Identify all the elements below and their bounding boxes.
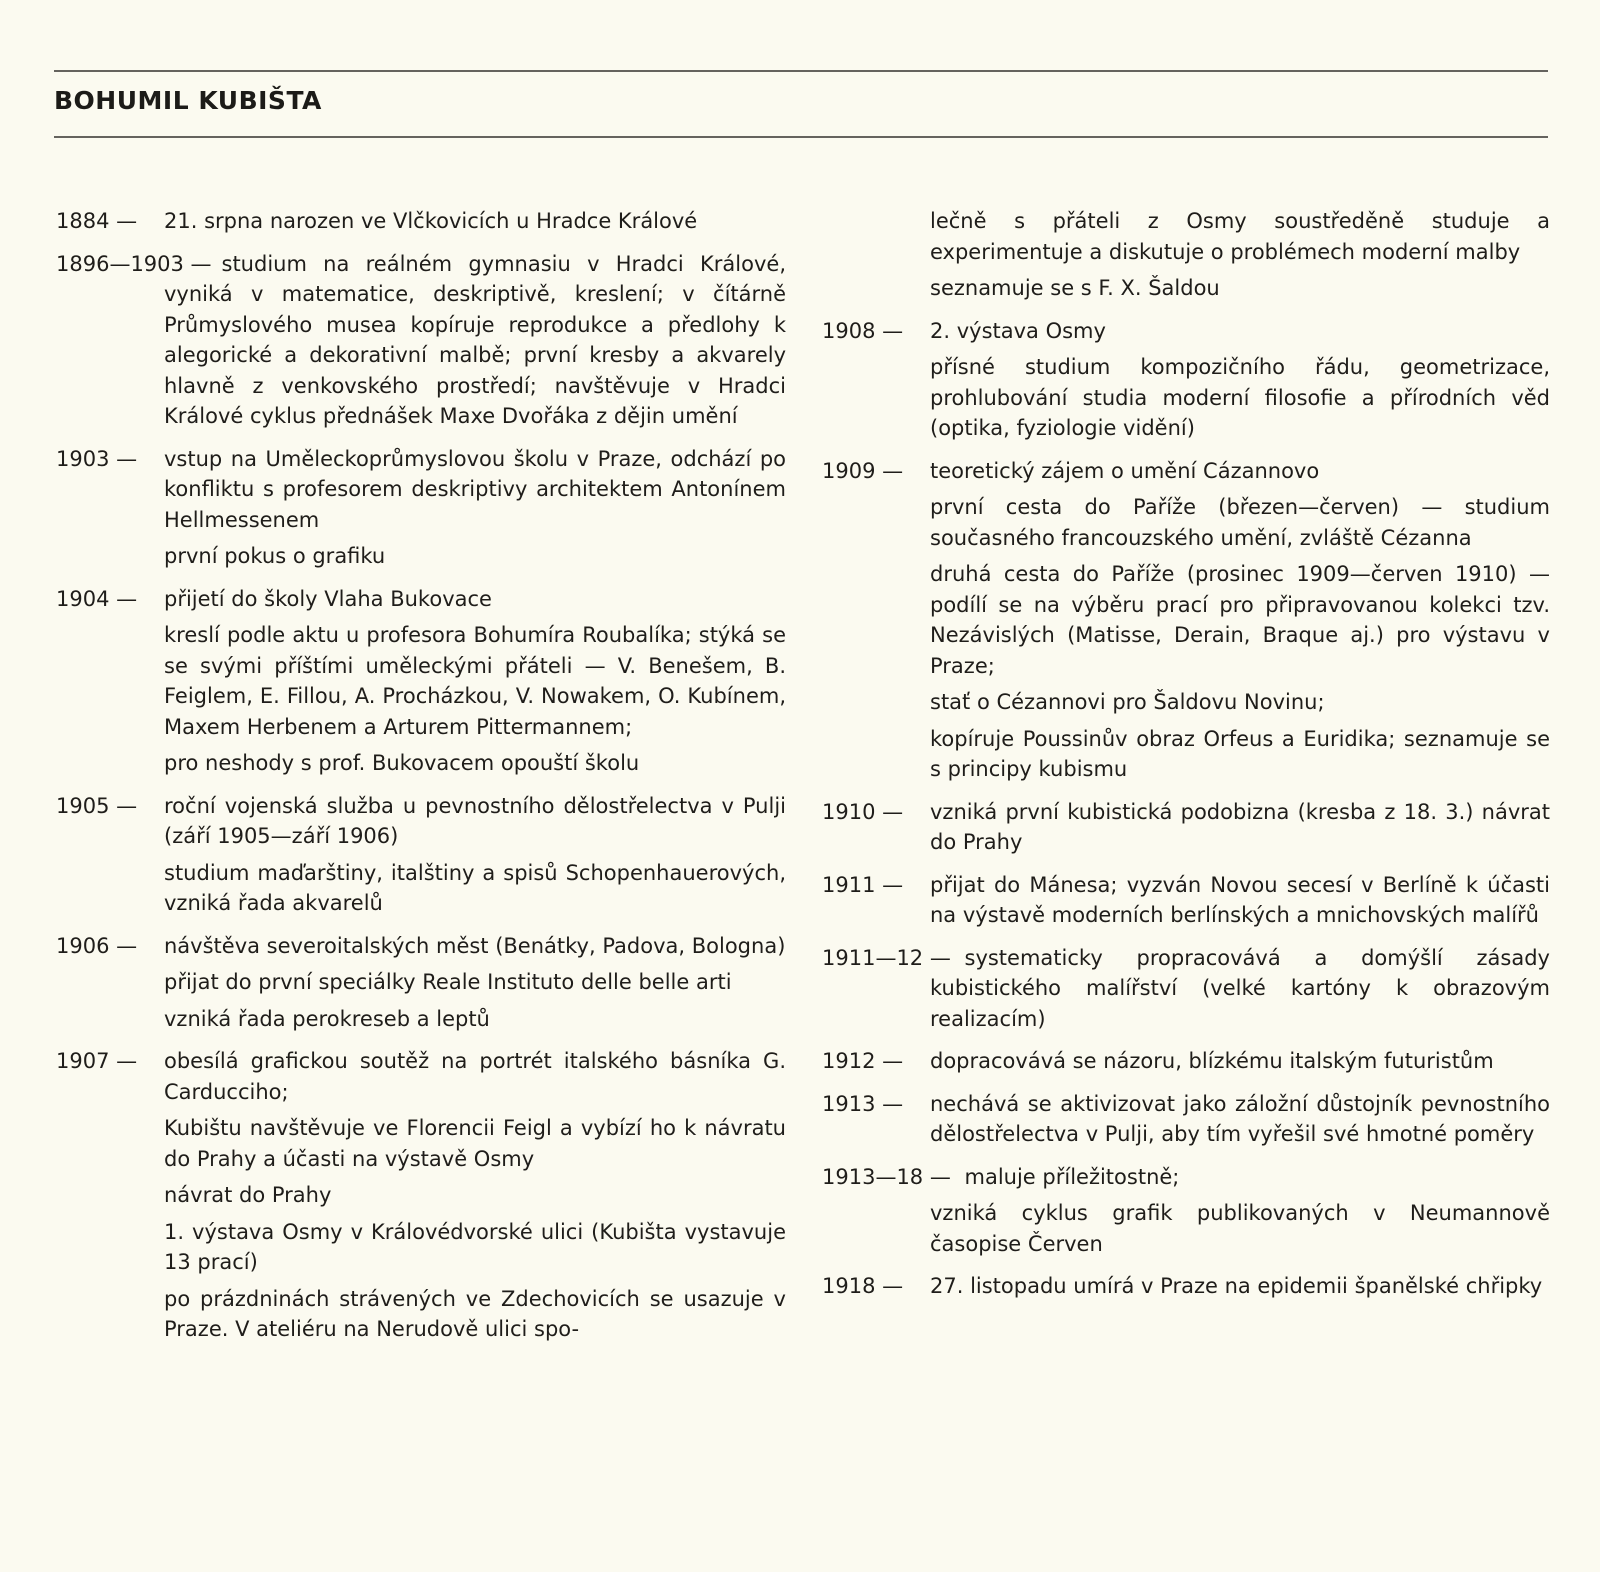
chronology-entry [56,791,786,919]
entry-year: 1884 — [56,209,138,233]
entry-paragraph: lečně s přáteli z Osmy soustředěně studuje a experimentuje a diskutuje o problémech moderní malby [930,209,1550,264]
entry-year: 1911—12 — [822,945,951,970]
entry-paragraph: seznamuje se s F. X. Šaldou [930,276,1220,300]
entry-year: 1918 — [822,1274,904,1298]
entry-paragraph: 21. srpna narozen ve Vlčkovicích u Hradce Králové [164,209,698,233]
chronology-entry [56,444,786,572]
chronology-left-column [56,206,786,1357]
chronology-entry [56,584,786,779]
entry-paragraph: 27. listopadu umírá v Praze na epidemii španělské chřipky [930,1274,1543,1298]
entry-paragraph: studium maďarštiny, italštiny a spisů Schopenhauerových, vzniká řada akvarelů [164,860,786,915]
chronology-entry [822,206,1550,304]
entry-paragraph: vstup na Uměleckoprůmyslovou školu v Praze, odchází po konfliktu s profesorem deskriptivy architektem Antonínem Hellmessenem [164,446,786,532]
entry-year: 1913—18 — [822,1164,951,1189]
entry-paragraph: první pokus o grafiku [164,544,386,568]
entry-paragraph: roční vojenská služba u pevnostního dělostřelectva v Pulji (září 1905—září 1906) [164,793,786,848]
entry-paragraph: po prázdninách strávených ve Zdechovicích se usazuje v Praze. V ateliéru na Nerudově ulici spo- [164,1286,786,1341]
chronology-entry [822,456,1550,785]
chronology-entry [822,316,1550,444]
entry-year: 1905 — [56,793,138,818]
chronology-entry [822,1162,1550,1260]
page-title: BOHUMIL KUBIŠTA [54,86,322,115]
chronology-entry [822,943,1550,1035]
entry-paragraph: teoretický zájem o umění Cázannovo [930,458,1320,483]
entry-paragraph: kreslí podle aktu u profesora Bohumíra Roubalíka; stýká se se svými příštími uměleckými přáteli — V. Benešem, B. Feiglem, E. Fillou, A. Procházkou, V. Nowakem, O. Kubínem, Maxem Herbenem a Arturem Pittermannem; [164,623,786,739]
entry-paragraph: návštěva severoitalských měst (Benátky, Padova, Bologna) [164,933,786,958]
entry-year: 1904 — [56,586,138,611]
entry-paragraph: přísné studium kompozičního řádu, geometrizace, prohlubování studia moderní filosofie a přírodních věd (optika, fyziologie vidění) [930,355,1550,440]
entry-paragraph: přijat do první speciálky Reale Instituto delle belle arti [164,970,732,994]
chronology-entry [822,1089,1550,1150]
chronology-entry [822,1046,1550,1077]
entry-paragraph: pro neshody s prof. Bukovacem opouští školu [164,751,640,775]
entry-paragraph: 1. výstava Osmy v Královédvorské ulici (Kubišta vystavuje 13 prací) [164,1219,786,1274]
entry-paragraph: kopíruje Poussinův obraz Orfeus a Euridika; seznamuje se s principy kubismu [930,726,1550,781]
chronology-entry [822,870,1550,931]
chronology-entry [822,797,1550,858]
entry-paragraph: systematicky propracovává a domýšlí zásady kubistického malířství (velké kartóny k obrazovým realizacím) [930,945,1550,1031]
chronology-entry [56,206,786,237]
entry-year: 1912 — [822,1049,904,1073]
entry-paragraph: vzniká řada perokreseb a leptů [164,1006,490,1031]
entry-paragraph: přijat do Mánesa; vyzván Novou secesí v Berlíně k účasti na výstavě moderních berlínských a mnichovských malířů [930,872,1550,927]
entry-year: 1896—1903 — [56,251,212,276]
entry-paragraph: Kubištu navštěvuje ve Florencii Feigl a vybízí ho k návratu do Prahy a účasti na výstavě Osmy [164,1116,786,1171]
entry-paragraph: obesílá grafickou soutěž na portrét italského básníka G. Carducciho; [164,1049,786,1104]
entry-paragraph: vzniká cyklus grafik publikovaných v Neumannově časopise Červen [930,1201,1550,1256]
entry-year: 1909 — [822,458,904,483]
top-rule [54,70,1548,72]
entry-year: 1913 — [822,1091,904,1116]
chronology-right-column [822,206,1550,1314]
entry-paragraph: návrat do Prahy [164,1183,332,1207]
entry-paragraph: studium na reálném gymnasiu v Hradci Králové, vyniká v matematice, deskriptivě, kreslení; v čítárně Průmyslového musea kopíruje reprodukce a předlohy k alegorické a dekorativní malbě; první kresby a akvarely hlavně z venkovského prostředí; navštěvuje v Hradci Králové cyklus přednášek Maxe Dvořáka z dějin umění [164,251,786,428]
entry-year: 1910 — [822,799,904,824]
entry-paragraph: 2. výstava Osmy [930,318,1106,343]
entry-paragraph: vzniká první kubistická podobizna (kresba z 18. 3.) návrat do Prahy [930,799,1550,854]
entry-paragraph: stať o Cézannovi pro Šaldovu Novinu; [930,690,1325,714]
entry-year: 1906 — [56,933,138,958]
entry-paragraph: dopracovává se názoru, blízkému italským futuristům [930,1049,1494,1073]
entry-year: 1908 — [822,318,904,343]
entry-paragraph: maluje příležitostně; [964,1164,1180,1189]
chronology-entry [56,249,786,432]
entry-year: 1911 — [822,872,904,897]
entry-year: 1903 — [56,446,138,471]
title-rule [54,136,1548,138]
entry-paragraph: přijetí do školy Vlaha Bukovace [164,586,492,611]
entry-year: 1907 — [56,1049,138,1073]
entry-paragraph: druhá cesta do Paříže (prosinec 1909—červen 1910) — podílí se na výběru prací pro připravovanou kolekci tzv. Nezávislých (Matisse, Derain, Braque aj.) pro výstavu v Praze; [930,562,1550,678]
chronology-entry [56,931,786,1035]
entry-paragraph: první cesta do Paříže (březen—červen) — studium současného francouzského umění, zvláště Cézanna [930,495,1550,550]
chronology-entry [822,1271,1550,1302]
chronology-entry [56,1046,786,1345]
entry-paragraph: nechává se aktivizovat jako záložní důstojník pevnostního dělostřelectva v Pulji, aby tím vyřešil své hmotné poměry [930,1091,1550,1146]
